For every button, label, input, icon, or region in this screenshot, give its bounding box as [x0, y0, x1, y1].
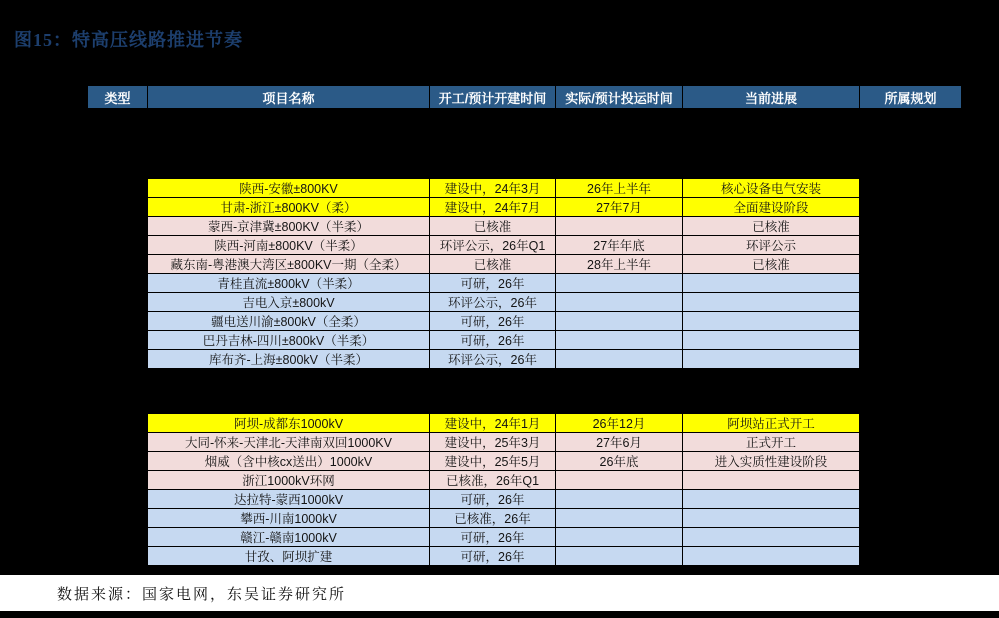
- cell-start-time: 可研，26年: [430, 528, 555, 546]
- table-row: [148, 179, 859, 197]
- cell-start-time: 已核准: [430, 217, 555, 235]
- cell-project-name: 疆电送川渝±800kV（全柔）: [148, 312, 429, 330]
- cell-operation-time: 26年底: [556, 452, 682, 470]
- cell-progress: [683, 350, 859, 368]
- cell-project-name: 吉电入京±800kV: [148, 293, 429, 311]
- table-row: [148, 198, 859, 216]
- cell-operation-time: 27年6月: [556, 433, 682, 451]
- cell-start-time: 可研，26年: [430, 312, 555, 330]
- cell-project-name: 甘孜、阿坝扩建: [148, 547, 429, 565]
- cell-project-name: 藏东南-粤港澳大湾区±800KV一期（全柔）: [148, 255, 429, 273]
- cell-project-name: 攀西-川南1000kV: [148, 509, 429, 527]
- cell-start-time: 建设中，24年7月: [430, 198, 555, 216]
- header-cell-operation: 实际/预计投运时间: [556, 86, 682, 108]
- cell-project-name: 浙江1000kV环网: [148, 471, 429, 489]
- cell-start-time: 环评公示，26年: [430, 293, 555, 311]
- table-row: [148, 293, 859, 311]
- cell-project-name: 甘肃-浙江±800KV（柔）: [148, 198, 429, 216]
- cell-progress: 进入实质性建设阶段: [683, 452, 859, 470]
- table-group-ac: [148, 414, 859, 566]
- table-group-dc: [148, 179, 859, 369]
- table-header-row: [88, 86, 961, 108]
- cell-operation-time: [556, 528, 682, 546]
- cell-project-name: 巴丹吉林-四川±800kV（半柔）: [148, 331, 429, 349]
- cell-progress: [683, 490, 859, 508]
- cell-project-name: 阿坝-成都东1000kV: [148, 414, 429, 432]
- cell-project-name: 烟威（含中核cx送出）1000kV: [148, 452, 429, 470]
- cell-start-time: 可研，26年: [430, 490, 555, 508]
- header-cell-type: 类型: [88, 86, 147, 108]
- cell-progress: 已核准: [683, 255, 859, 273]
- cell-start-time: 建设中，25年5月: [430, 452, 555, 470]
- cell-operation-time: 27年7月: [556, 198, 682, 216]
- cell-start-time: 可研，26年: [430, 331, 555, 349]
- cell-operation-time: [556, 217, 682, 235]
- cell-operation-time: 26年上半年: [556, 179, 682, 197]
- table-row: [148, 528, 859, 546]
- cell-project-name: 陕西-安徽±800KV: [148, 179, 429, 197]
- cell-start-time: 可研，26年: [430, 547, 555, 565]
- table-row: [148, 547, 859, 565]
- table-row: [148, 217, 859, 235]
- table-row: [148, 312, 859, 330]
- table-row: [148, 255, 859, 273]
- cell-start-time: 环评公示，26年Q1: [430, 236, 555, 254]
- cell-start-time: 建设中，24年3月: [430, 179, 555, 197]
- cell-operation-time: 26年12月: [556, 414, 682, 432]
- cell-start-time: 可研，26年: [430, 274, 555, 292]
- cell-operation-time: [556, 331, 682, 349]
- cell-progress: [683, 547, 859, 565]
- cell-project-name: 赣江-赣南1000kV: [148, 528, 429, 546]
- cell-progress: [683, 528, 859, 546]
- cell-progress: [683, 331, 859, 349]
- table-row: [148, 331, 859, 349]
- cell-progress: 正式开工: [683, 433, 859, 451]
- table-row: [148, 471, 859, 489]
- header-cell-start: 开工/预计开建时间: [430, 86, 555, 108]
- cell-start-time: 环评公示，26年: [430, 350, 555, 368]
- cell-operation-time: 27年年底: [556, 236, 682, 254]
- cell-progress: [683, 274, 859, 292]
- cell-operation-time: 28年上半年: [556, 255, 682, 273]
- table-row: [148, 490, 859, 508]
- cell-project-name: 青桂直流±800kV（半柔）: [148, 274, 429, 292]
- table-row: [148, 274, 859, 292]
- cell-progress: 全面建设阶段: [683, 198, 859, 216]
- table-row: [148, 350, 859, 368]
- cell-operation-time: [556, 312, 682, 330]
- table-row: [148, 433, 859, 451]
- cell-project-name: 陕西-河南±800KV（半柔）: [148, 236, 429, 254]
- cell-operation-time: [556, 350, 682, 368]
- header-cell-plan: 所属规划: [860, 86, 961, 108]
- cell-progress: 已核准: [683, 217, 859, 235]
- cell-progress: 核心设备电气安装: [683, 179, 859, 197]
- cell-operation-time: [556, 490, 682, 508]
- cell-operation-time: [556, 274, 682, 292]
- cell-project-name: 库布齐-上海±800kV（半柔）: [148, 350, 429, 368]
- source-band: [0, 575, 999, 611]
- cell-operation-time: [556, 293, 682, 311]
- cell-operation-time: [556, 471, 682, 489]
- table-row: [148, 414, 859, 432]
- header-cell-progress: 当前进展: [683, 86, 859, 108]
- cell-start-time: 建设中，24年1月: [430, 414, 555, 432]
- cell-progress: 环评公示: [683, 236, 859, 254]
- table-row: [148, 236, 859, 254]
- header-cell-project: 项目名称: [148, 86, 429, 108]
- cell-start-time: 建设中，25年3月: [430, 433, 555, 451]
- cell-operation-time: [556, 509, 682, 527]
- cell-progress: [683, 312, 859, 330]
- data-source-text: 数据来源：国家电网，东吴证券研究所: [57, 586, 347, 603]
- cell-project-name: 达拉特-蒙西1000kV: [148, 490, 429, 508]
- cell-progress: [683, 509, 859, 527]
- cell-progress: [683, 471, 859, 489]
- cell-start-time: 已核准: [430, 255, 555, 273]
- figure-title: 图15：特高压线路推进节奏: [14, 30, 243, 50]
- cell-operation-time: [556, 547, 682, 565]
- table-row: [148, 509, 859, 527]
- cell-start-time: 已核准，26年Q1: [430, 471, 555, 489]
- cell-project-name: 蒙西-京津冀±800KV（半柔）: [148, 217, 429, 235]
- table-row: [148, 452, 859, 470]
- cell-progress: [683, 293, 859, 311]
- cell-progress: 阿坝站正式开工: [683, 414, 859, 432]
- cell-project-name: 大同-怀来-天津北-天津南双回1000KV: [148, 433, 429, 451]
- cell-start-time: 已核准，26年: [430, 509, 555, 527]
